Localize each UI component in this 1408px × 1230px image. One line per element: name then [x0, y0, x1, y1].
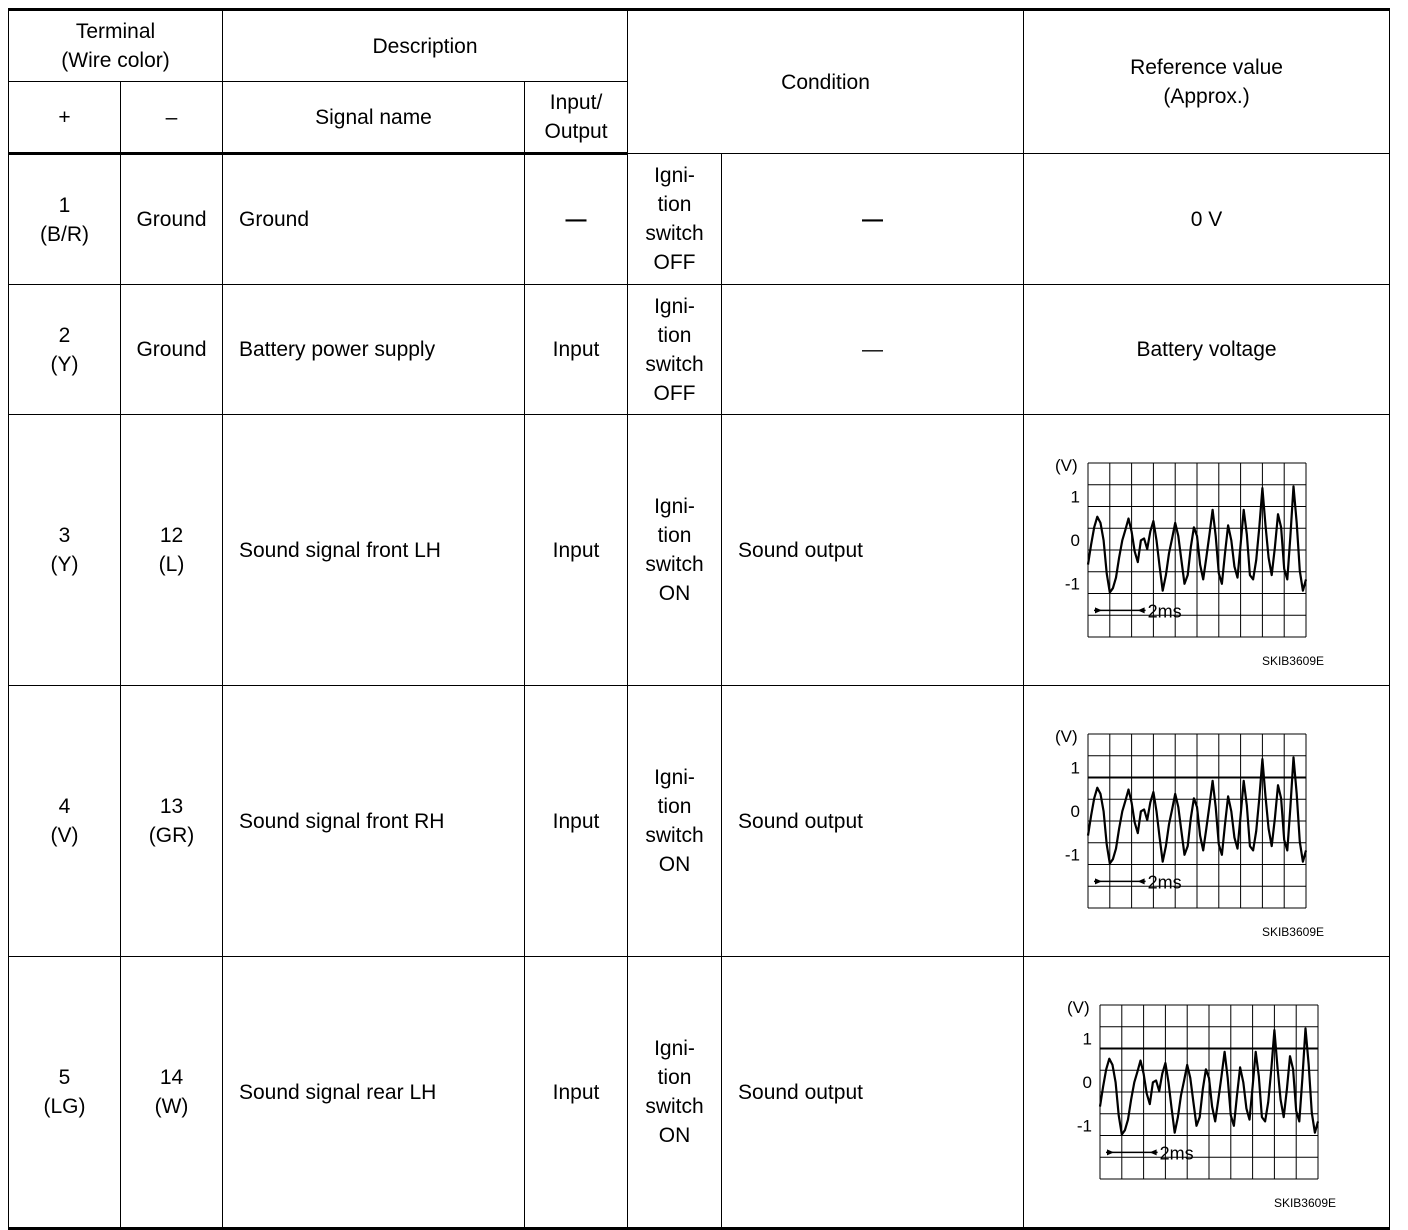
minus-terminal — [121, 415, 223, 686]
condition-switch — [628, 686, 722, 957]
time-div-arrow — [1138, 878, 1145, 884]
time-div-arrow — [1095, 878, 1102, 884]
plus-terminal — [9, 285, 121, 415]
condition-detail: — — [722, 154, 1024, 285]
wire-color: (GR) — [148, 824, 195, 847]
y-tick-label: 1 — [1070, 758, 1081, 778]
input-output: Input — [525, 415, 628, 686]
cond-line: switch — [645, 824, 704, 847]
input-output: — — [525, 154, 628, 285]
cond-line: ON — [658, 1124, 691, 1147]
wire-color: (Y) — [50, 553, 79, 576]
table-row — [9, 957, 1390, 1229]
signal-name: Sound signal rear LH — [223, 957, 525, 1229]
wire-color: (L) — [158, 553, 185, 576]
terminal-number: 14 — [159, 1066, 184, 1089]
cond-line: tion — [657, 524, 692, 547]
input-output: Input — [525, 285, 628, 415]
cond-line: Igni- — [654, 495, 695, 518]
wire-color: (Y) — [50, 352, 79, 376]
condition-detail: Sound output — [722, 957, 1024, 1229]
minus-header: – — [121, 82, 223, 154]
cond-line: tion — [657, 795, 692, 818]
cond-line: tion — [657, 1066, 692, 1089]
condition-detail: Sound output — [722, 686, 1024, 957]
cond-line: switch — [645, 352, 704, 376]
cond-line: Igni- — [654, 766, 695, 789]
reference-value: Battery voltage — [1024, 285, 1390, 415]
minus-terminal: Ground — [121, 154, 223, 285]
cond-line: ON — [658, 582, 691, 605]
condition-detail: — — [722, 285, 1024, 415]
cond-line: ON — [658, 853, 691, 876]
minus-terminal — [121, 957, 223, 1229]
cond-line: switch — [645, 222, 704, 245]
table-row — [9, 285, 1390, 415]
time-div-arrow — [1138, 607, 1145, 613]
wire-color: (B/R) — [40, 222, 89, 246]
io-line2: Output — [544, 120, 608, 143]
wire-color-label: (Wire color) — [61, 49, 170, 72]
cond-line: Igni- — [654, 1037, 695, 1060]
signal-name: Ground — [223, 154, 525, 285]
plus-terminal — [9, 957, 121, 1229]
terminal-number: 12 — [159, 524, 184, 547]
waveform-graph — [1024, 415, 1390, 677]
input-output: Input — [525, 686, 628, 957]
y-tick-label: 0 — [1082, 1073, 1093, 1092]
plus-terminal — [9, 154, 121, 285]
waveform-graph — [1024, 686, 1390, 948]
y-tick-label: 1 — [1082, 1029, 1093, 1049]
time-div-label: 2ms — [1159, 1143, 1194, 1164]
figure-code: SKIB3609E — [1273, 1196, 1337, 1210]
condition-switch — [628, 957, 722, 1229]
figure-code: SKIB3609E — [1261, 925, 1325, 939]
terminal-number: 3 — [58, 524, 71, 547]
terminal-label: Terminal — [75, 20, 156, 43]
plus-terminal — [9, 415, 121, 686]
table-row — [9, 154, 1390, 285]
table-row — [9, 415, 1390, 686]
terminal-table — [8, 8, 1390, 1230]
waveform-graph — [1024, 957, 1390, 1219]
time-div-arrow — [1150, 1149, 1157, 1155]
y-tick-label: -1 — [1076, 1116, 1093, 1136]
terminal-number: 13 — [159, 795, 184, 818]
plus-terminal — [9, 686, 121, 957]
reference-value-label: Reference value — [1130, 56, 1283, 79]
cond-line: tion — [657, 193, 692, 216]
terminal-number: 2 — [58, 323, 71, 347]
reference-value-header — [1024, 10, 1390, 154]
cond-line: Igni- — [654, 164, 695, 187]
terminal-number: 5 — [58, 1066, 71, 1089]
unit-label: (V) — [1055, 727, 1078, 746]
unit-label: (V) — [1055, 456, 1078, 475]
cond-line: switch — [645, 1095, 704, 1118]
time-div-label: 2ms — [1147, 872, 1182, 893]
input-output-header — [525, 82, 628, 154]
minus-terminal — [121, 686, 223, 957]
time-div-arrow — [1107, 1149, 1114, 1155]
input-output: Input — [525, 957, 628, 1229]
approx-label: (Approx.) — [1163, 85, 1250, 108]
wire-color: (W) — [154, 1095, 189, 1118]
description-header: Description — [223, 10, 628, 82]
condition-switch — [628, 285, 722, 415]
condition-switch — [628, 154, 722, 285]
table-row — [9, 686, 1390, 957]
signal-name: Sound signal front RH — [223, 686, 525, 957]
condition-detail: Sound output — [722, 415, 1024, 686]
minus-terminal: Ground — [121, 285, 223, 415]
y-tick-label: 0 — [1070, 802, 1081, 821]
terminal-header — [9, 10, 223, 82]
reference-value — [1024, 686, 1390, 957]
time-div-arrow — [1095, 607, 1102, 613]
condition-switch — [628, 415, 722, 686]
cond-line: Igni- — [654, 294, 695, 318]
y-tick-label: 1 — [1070, 487, 1081, 507]
y-tick-label: -1 — [1064, 574, 1081, 594]
cond-line: OFF — [653, 251, 696, 274]
cond-line: OFF — [653, 381, 696, 405]
wire-color: (LG) — [43, 1095, 86, 1118]
cond-line: tion — [657, 323, 692, 347]
signal-name-header: Signal name — [223, 82, 525, 154]
reference-value — [1024, 415, 1390, 686]
y-tick-label: 0 — [1070, 531, 1081, 550]
unit-label: (V) — [1067, 998, 1090, 1017]
terminal-number: 1 — [58, 193, 71, 217]
reference-value: 0 V — [1024, 154, 1390, 285]
reference-value — [1024, 957, 1390, 1229]
time-div-label: 2ms — [1147, 601, 1182, 622]
y-tick-label: -1 — [1064, 845, 1081, 865]
terminal-number: 4 — [58, 795, 71, 818]
signal-name: Sound signal front LH — [223, 415, 525, 686]
figure-code: SKIB3609E — [1261, 654, 1325, 668]
cond-line: switch — [645, 553, 704, 576]
signal-name: Battery power supply — [223, 285, 525, 415]
wire-color: (V) — [50, 824, 79, 847]
io-line1: Input/ — [549, 91, 603, 114]
plus-header: + — [9, 82, 121, 154]
condition-header: Condition — [628, 10, 1024, 154]
